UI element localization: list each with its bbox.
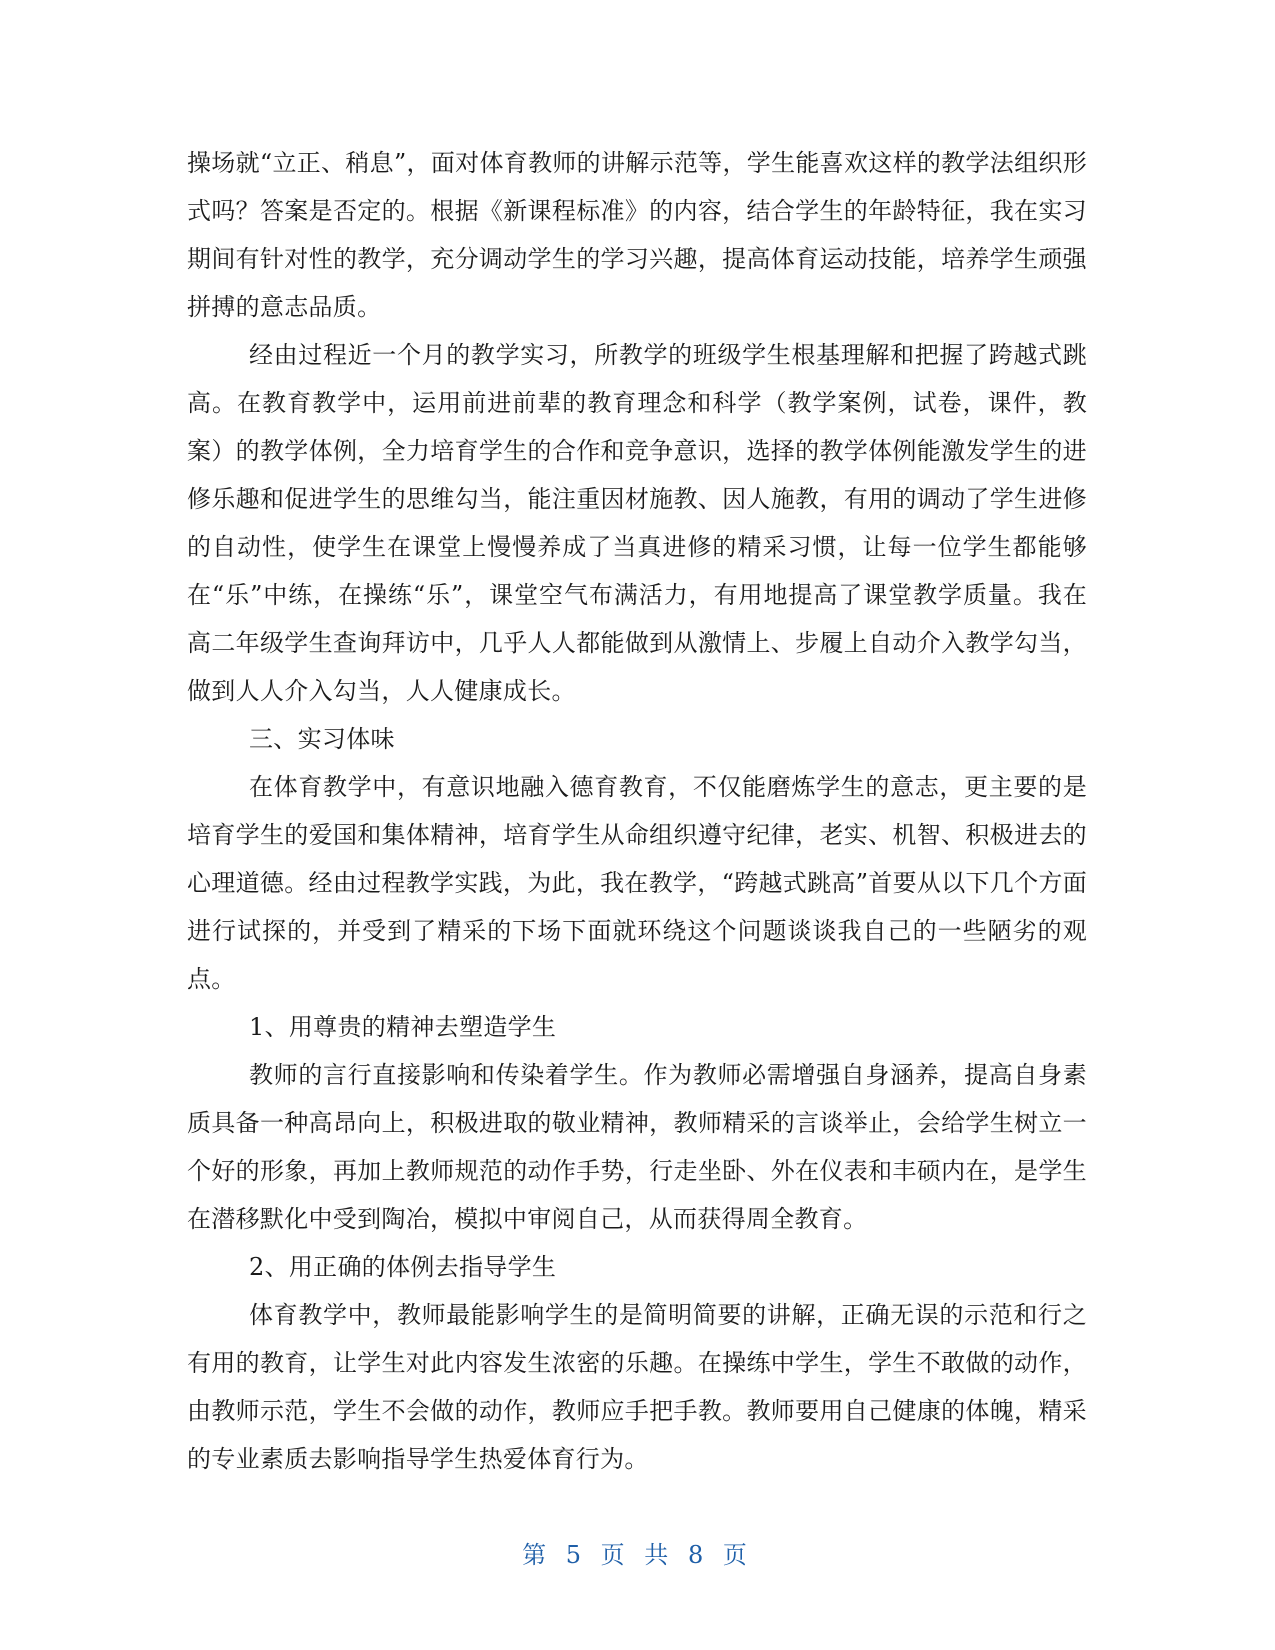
paragraph-1: 操场就“立正、稍息”，面对体育教师的讲解示范等，学生能喜欢这样的教学法组织形式吗？答案是否定的。根据《新课程标准》的内容，结合学生的年龄特征，我在实习期间有针对性的教学，充分调动学生的学习兴趣，提高体育运动技能，培养学生顽强拼搏的意志品质。	[187, 149, 1087, 321]
paragraph-2: 经由过程近一个月的教学实习，所教学的班级学生根基理解和把握了跨越式跳高。在教育教学中，运用前进前辈的教育理念和科学（教学案例，试卷，课件，教案）的教学体例，全力培育学生的合作和竞争意识，选择的教学体例能激发学生的进修乐趣和促进学生的思维勾当，能注重因材施教、因人施教，有用的调动了学生进修的自动性，使学生在课堂上慢慢养成了当真进修的精采习惯，让每一位学生都能够在“乐”中练，在操练“乐”，课堂空气布满活力，有用地提高了课堂教学质量。我在高二年级学生查询拜访中，几乎人人都能做到从激情上、步履上自动介入教学勾当，做到人人介入勾当，人人健康成长。	[187, 341, 1087, 705]
paragraph-4: 在体育教学中，有意识地融入德育教育，不仅能磨炼学生的意志，更主要的是培育学生的爱国和集体精神，培育学生从命组织遵守纪律，老实、机智、积极进去的心理道德。经由过程教学实践，为此，我在教学，“跨越式跳高”首要从以下几个方面进行试探的，并受到了精采的下场下面就环绕这个问题谈谈我自己的一些陋劣的观点。	[187, 773, 1087, 993]
section-heading-3: 三、实习体味	[249, 725, 395, 753]
paragraph-6: 教师的言行直接影响和传染着学生。作为教师必需增强自身涵养，提高自身素质具备一种高昂向上，积极进取的敬业精神，教师精采的言谈举止，会给学生树立一个好的形象，再加上教师规范的动作手势，行走坐卧、外在仪表和丰硕内在，是学生在潜移默化中受到陶冶，模拟中审阅自己，从而获得周全教育。	[187, 1061, 1087, 1233]
page-number-footer: 第 5 页 共 8 页	[522, 1541, 753, 1569]
subheading-1: 1、用尊贵的精神去塑造学生	[249, 1013, 557, 1041]
subheading-2: 2、用正确的体例去指导学生	[249, 1253, 557, 1281]
document-body	[187, 139, 1087, 1483]
paragraph-8: 体育教学中，教师最能影响学生的是简明简要的讲解，正确无误的示范和行之有用的教育，让学生对此内容发生浓密的乐趣。在操练中学生，学生不敢做的动作，由教师示范，学生不会做的动作，教师应手把手教。教师要用自己健康的体魄，精采的专业素质去影响指导学生热爱体育行为。	[187, 1301, 1087, 1473]
